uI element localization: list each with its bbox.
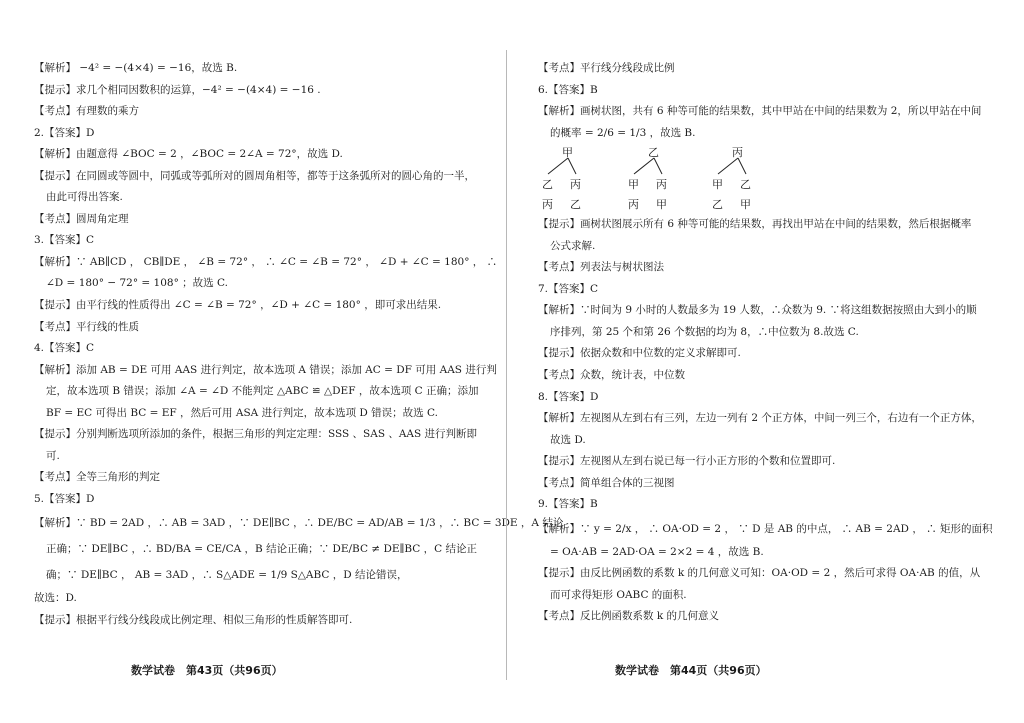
- answer-heading: 5.【答案】D: [34, 492, 95, 505]
- text-line: 【提示】依据众数和中位数的定义求解即可.: [538, 347, 741, 360]
- text-line: 【考点】圆周角定理: [34, 212, 129, 225]
- left-page: [34, 58, 564, 632]
- text-line: 【提示】分别判断选项所添加的条件，根据三角形的判定定理：SSS 、SAS 、AAS 进行判断即: [34, 428, 478, 441]
- text-line: 正确；∵ DE∥BC ，∴ BD/BA = CE/CA ，B 结论正确；∵ DE/BC ≠ DE∥BC ，C 结论正: [46, 543, 478, 556]
- answer-heading: 2.【答案】D: [34, 126, 95, 139]
- answer-heading: 7.【答案】C: [538, 282, 599, 295]
- answer-heading: 8.【答案】D: [538, 390, 599, 403]
- text-line: 【提示】由平行线的性质得出 ∠C = ∠B = 72° ，∠D + ∠C = 180° ，即可求出结果.: [34, 299, 442, 312]
- text-line: 【考点】平行线分线段成比例: [538, 62, 675, 74]
- tree-child: 乙: [740, 178, 751, 192]
- text-line: 【解析】∵ y = 2/x ， ∴ OA·OD = 2 ， ∵ D 是 AB 的中点， ∴ AB = 2AD ， ∴ 矩形的面积: [538, 522, 993, 535]
- text-line: 【提示】求几个相同因数积的运算，−4² = −(4×4) = −16 .: [34, 83, 321, 96]
- tree-child: 乙: [542, 178, 553, 192]
- tree-root: 丙: [732, 146, 743, 160]
- text-line: 【解析】∵ BD = 2AD ，∴ AB = 3AD ，∵ DE∥BC ，∴ DE/BC = AD/AB = 1/3 ，∴ BC = 3DE ，A 结论: [34, 517, 564, 530]
- text-line: 【解析】由题意得 ∠BOC = 2 ，∠BOC = 2∠A = 72°，故选 D.: [34, 148, 343, 161]
- text-line: 定，故本选项 B 错误；添加 ∠A = ∠D 不能判定 △ABC ≌ △DEF ，故本选项 C 正确；添加: [46, 385, 479, 398]
- text-line: 【考点】简单组合体的三视图: [538, 476, 675, 489]
- tree-root: 甲: [562, 146, 573, 160]
- tree-leaf: 甲: [740, 198, 751, 212]
- page-divider: [506, 50, 507, 680]
- text-line: 【提示】画树状图展示所有 6 种等可能的结果数，再找出甲站在中间的结果数，然后根据概率: [538, 218, 972, 231]
- text-line: 故选：D.: [34, 592, 77, 605]
- tree-leaf: 丙: [542, 198, 553, 212]
- page-footer-right: 数学试卷 第44页（共96页）: [615, 664, 767, 677]
- tree-root: 乙: [648, 146, 659, 160]
- answer-heading: 6.【答案】B: [538, 83, 598, 96]
- tree-diagram-1: [540, 144, 600, 214]
- text-line: 【考点】全等三角形的判定: [34, 471, 160, 484]
- tree-child: 丙: [656, 178, 667, 192]
- text-line: ∠D = 180° − 72° = 108° ；故选 C.: [46, 277, 229, 290]
- right-page: [538, 58, 993, 628]
- tree-child: 甲: [712, 178, 723, 192]
- text-line: 【考点】列表法与树状图法: [538, 261, 664, 274]
- answer-heading: 4.【答案】C: [34, 342, 95, 355]
- text-line: 【考点】反比例函数系数 k 的几何意义: [538, 610, 720, 623]
- text-line: 【解析】画树状图，共有 6 种等可能的结果数，其中甲站在中间的结果数为 2，所以甲站在中间: [538, 105, 982, 118]
- text-line: 【考点】有理数的乘方: [34, 105, 139, 118]
- tree-diagram-3: [710, 144, 770, 214]
- text-line: 确；∵ DE∥BC ， AB = 3AD ，∴ S△ADE = 1/9 S△ABC ，D 结论错误，: [46, 569, 408, 582]
- text-line: 而可求得矩形 OABC 的面积.: [550, 588, 687, 601]
- text-line: 【解析】添加 AB = DE 可用 AAS 进行判定，故本选项 A 错误；添加 AC = DF 可用 AAS 进行判: [34, 363, 497, 376]
- answer-heading: 3.【答案】C: [34, 234, 95, 247]
- text-line: 【解析】 −4² = −(4×4) = −16，故选 B.: [34, 62, 238, 74]
- tree-leaf: 乙: [570, 198, 581, 212]
- text-line: 【提示】由反比例函数的系数 k 的几何意义可知：OA·OD = 2 ，然后可求得 OA·AB 的值，从: [538, 567, 981, 580]
- text-line: = OA·AB = 2AD·OA = 2×2 = 4 ，故选 B.: [550, 545, 764, 558]
- tree-diagram-2: [626, 144, 686, 214]
- text-line: 【解析】∵ AB∥CD ， CB∥DE ， ∠B = 72° ， ∴ ∠C = ∠B = 72° ， ∠D + ∠C = 180° ， ∴: [34, 255, 498, 268]
- text-line: 【提示】根据平行线分线段成比例定理、相似三角形的性质解答即可.: [34, 614, 353, 627]
- text-line: 公式求解.: [550, 239, 596, 252]
- tree-leaf: 甲: [656, 198, 667, 212]
- text-line: 【考点】平行线的性质: [34, 320, 139, 333]
- text-line: 【解析】∵时间为 9 小时的人数最多为 19 人数，∴众数为 9. ∵将这组数据按照由大到小的顺: [538, 304, 977, 317]
- tree-leaf: 乙: [712, 198, 723, 212]
- text-line: 由此可得出答案.: [46, 191, 123, 204]
- text-line: 【提示】在同圆或等圆中，同弧或等弧所对的圆周角相等，都等于这条弧所对的圆心角的一半，: [34, 169, 475, 182]
- tree-child: 丙: [570, 178, 581, 192]
- text-line: 序排列，第 25 个和第 26 个数据的均为 8，∴中位数为 8.故选 C.: [550, 325, 859, 338]
- text-line: 【考点】众数，统计表，中位数: [538, 369, 685, 382]
- text-line: 故选 D.: [550, 433, 586, 446]
- tree-leaf: 丙: [628, 198, 639, 212]
- text-line: 可.: [46, 449, 60, 462]
- text-line: 的概率 = 2/6 = 1/3 ，故选 B.: [550, 126, 696, 139]
- text-line: 【解析】左视图从左到右有三列，左边一列有 2 个正方体，中间一列三个，右边有一个正方体，: [538, 412, 982, 425]
- tree-child: 甲: [628, 178, 639, 192]
- text-line: 【提示】左视图从左到右说已每一行小正方形的个数和位置即可.: [538, 455, 836, 468]
- answer-heading: 9.【答案】B: [538, 498, 598, 511]
- page-footer-left: 数学试卷 第43页（共96页）: [131, 664, 283, 677]
- text-line: BF = EC 可得出 BC = EF ，然后可用 ASA 进行判定，故本选项 D 错误；故选 C.: [46, 406, 439, 419]
- tree-diagrams: [538, 144, 990, 214]
